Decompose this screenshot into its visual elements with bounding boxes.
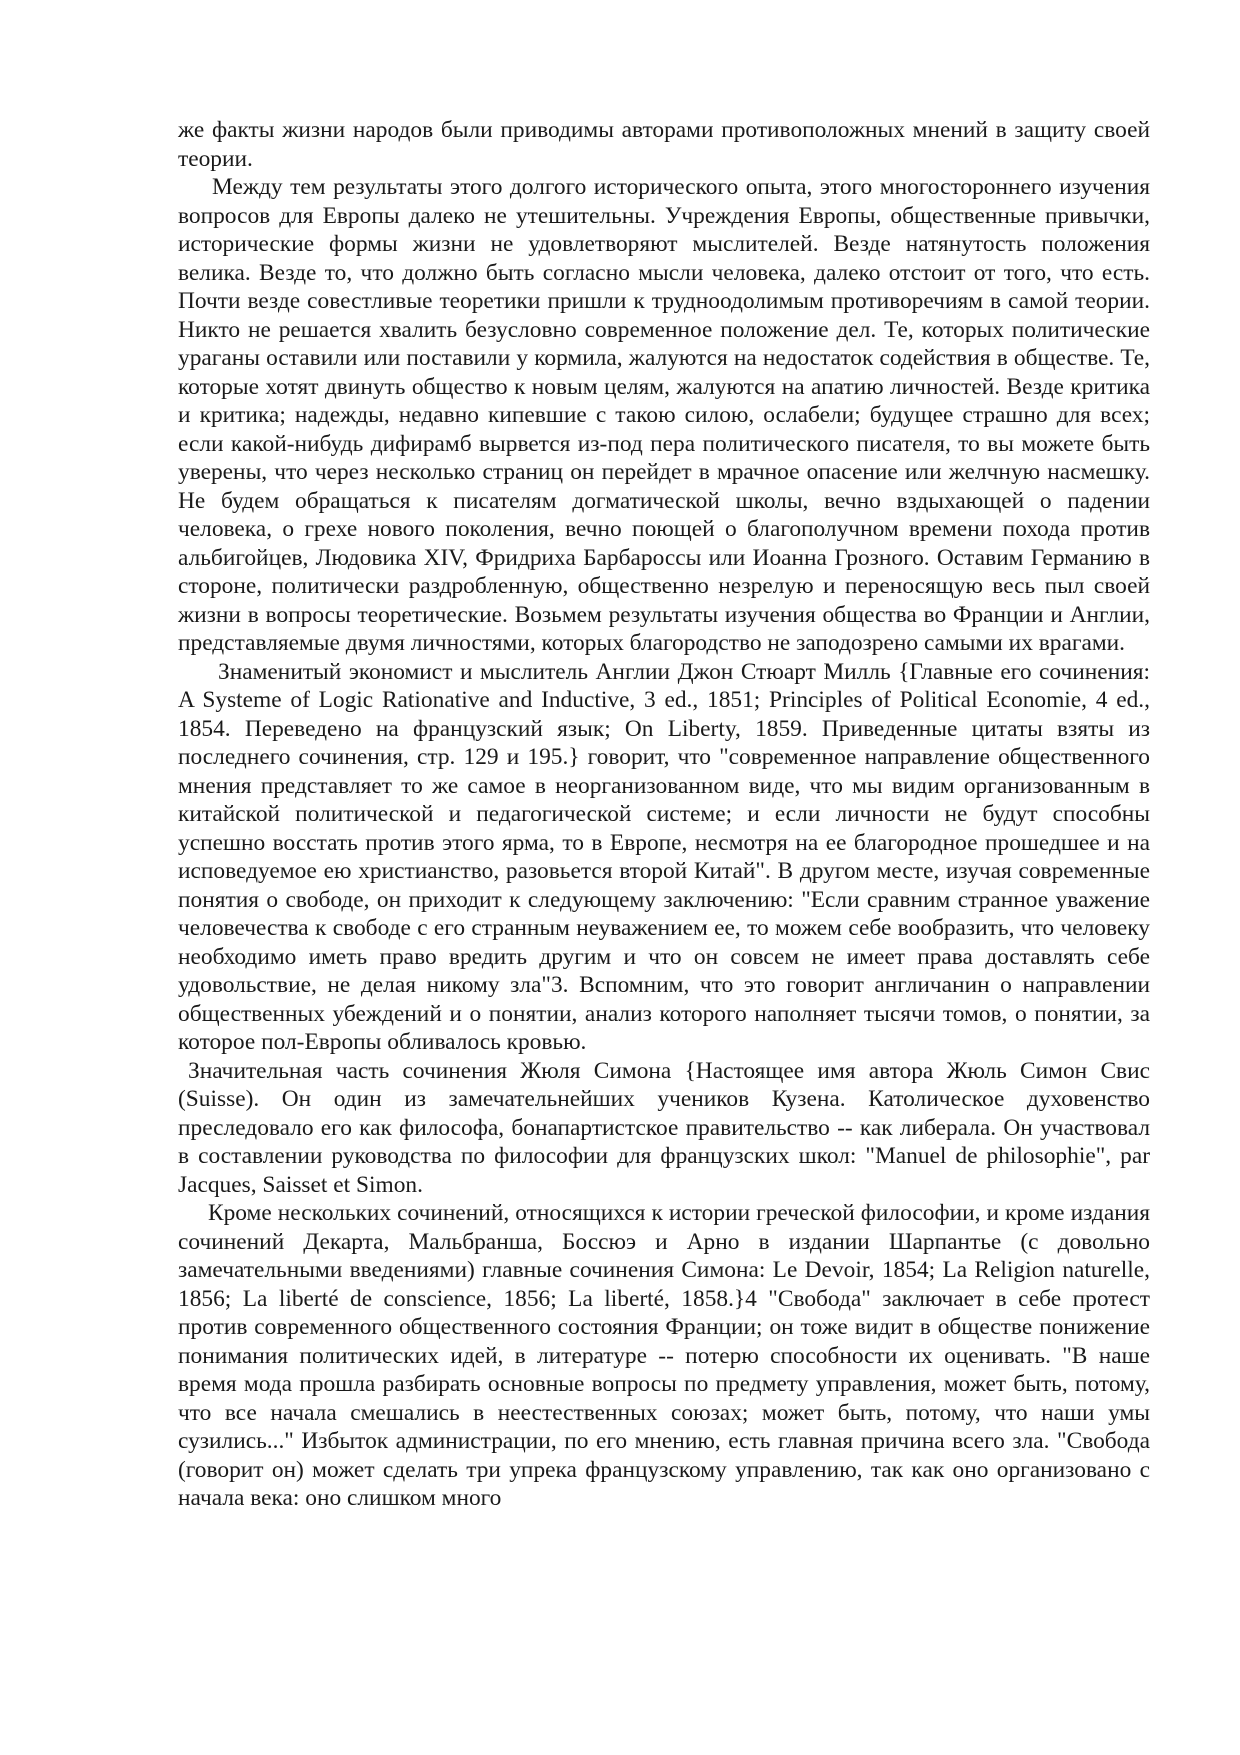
paragraph-continuation: же факты жизни народов были приводимы авторами противоположных мнений в защиту своей теории. <box>178 117 1150 172</box>
paragraph-simon-works: Кроме нескольких сочинений, относящихся к истории греческой философии, и кроме издания сочинений Декарта, Мальбранша, Боссюэ и Арно в издании Шарпантье (с довольно замечательными введениями) главные сочинения Симона: Le Devoir, 1854; La Religion naturelle, 1856; La liberté de conscience, 1856; La liberté, 1858.}4 "Свобода" заключает в себе протест против современного общественного состояния Франции; он тоже видит в обществе понижение понимания политических идей, в литературе -- потерю способности их оценивать. "В наше время мода прошла разбирать основные вопросы по предмету управления, может быть, потому, что все начала смешались в неестественных союзах; может быть, потому, что наши умы сузились..." Избыток администрации, по его мнению, есть главная причина всего зла. "Свобода (говорит он) может сделать три упрека французскому управлению, так как оно организовано с начала века: оно слишком много <box>178 1200 1150 1511</box>
paragraph-mill: Знаменитый экономист и мыслитель Англии Джон Стюарт Милль {Главные его сочинения: A Systeme of Logic Rationative and Inductive, 3 ed., 1851; Principles of Political Economie, 4 ed., 1854. Переведено на французский язык; On Liberty, 1859. Приведенные цитаты взяты из последнего сочинения, стр. 129 и 195.} говорит, что "современное направление общественного мнения представляет то же самое в неорганизованном виде, что мы видим организованным в китайской политической и педагогической системе; и если личности не будут способны успешно восстать против этого ярма, то в Европе, несмотря на ее благородное прошедшее и на исповедуемое ею христианство, разовьется второй Китай". В другом месте, изучая современные понятия о свободе, он приходит к следующему заключению: "Если сравним странное уважение человечества к свободе с его странным неуважением ее, то можем себе вообразить, что человеку необходимо иметь право вредить другим и что он совсем не имеет права доставлять себе удовольствие, не делая никому зла"3. Вспомним, что это говорит англичанин о направлении общественных убеждений и о понятии, анализ которого наполняет тысячи томов, о понятии, за которое пол-Европы обливалось кровью. <box>178 658 1150 1055</box>
paragraph-europe-results: Между тем результаты этого долгого исторического опыта, этого многостороннего изучения вопросов для Европы далеко не утешительны. Учреждения Европы, общественные привычки, исторические формы жизни не удовлетворяют мыслителей. Везде натянутость положения велика. Везде то, что должно быть согласно мысли человека, далеко отстоит от того, что есть. Почти везде совестливые теоретики пришли к трудноодолимым противоречиям в самой теории. Никто не решается хвалить безусловно современное положение дел. Те, которых политические ураганы оставили или поставили у кормила, жалуются на недостаток содействия в обществе. Те, которые хотят двинуть общество к новым целям, жалуются на апатию личностей. Везде критика и критика; надежды, недавно кипевшие с такою силою, ослабели; будущее страшно для всех; если какой-нибудь дифирамб вырвется из-под пера политического писателя, то вы можете быть уверены, что через несколько страниц он перейдет в мрачное опасение или желчную насмешку. Не будем обращаться к писателям догматической школы, вечно вздыхающей о падении человека, о грехе нового поколения, вечно поющей о благополучном времени похода против альбигойцев, Людовика XIV, Фридриха Барбароссы или Иоанна Грозного. Оставим Германию в стороне, политически раздробленную, общественно незрелую и переносящую весь пыл своей жизни в вопросы теоретические. Возьмем результаты изучения общества во Франции и Англии, представляемые двумя личностями, которых благородство не заподозрено самыми их врагами. <box>178 174 1150 656</box>
document-page <box>178 116 1150 1513</box>
paragraph-simon: Значительная часть сочинения Жюля Симона {Настоящее имя автора Жюль Симон Свис (Suisse). Он один из замечательнейших учеников Кузена. Католическое духовенство преследовало его как философа, бонапартистское правительство -- как либерала. Он участвовал в составлении руководства по философии для французских школ: "Manuel de philosophie", par Jacques, Saisset et Simon. <box>178 1057 1150 1198</box>
